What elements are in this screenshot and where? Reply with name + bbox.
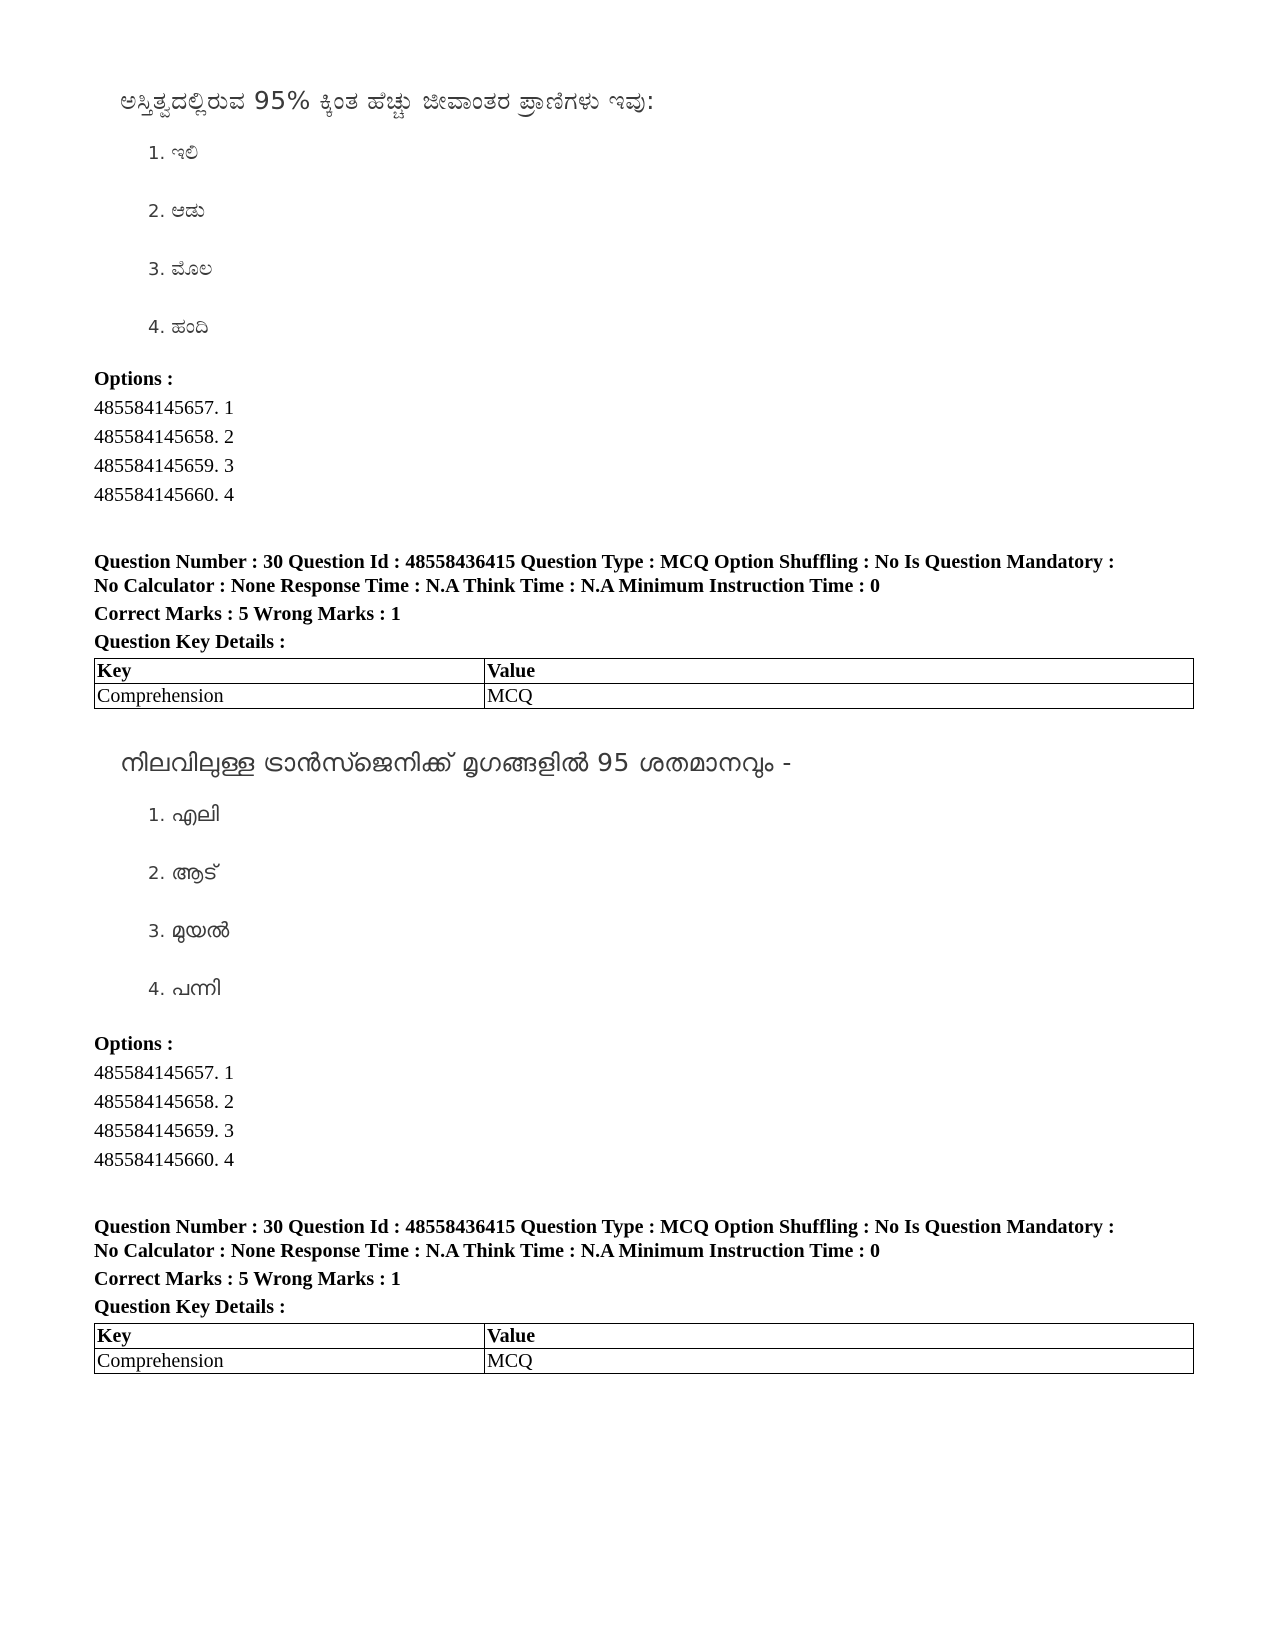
table-header-key: Key (95, 1324, 485, 1349)
option-number: 2. (148, 863, 166, 884)
key-details-label: Question Key Details : (94, 1296, 286, 1318)
key-details-label: Question Key Details : (94, 631, 286, 653)
table-header-value: Value (485, 659, 1194, 684)
option-number: 4. (148, 317, 166, 338)
question-image-kannada (112, 86, 872, 346)
option-number: 1. (148, 143, 166, 164)
options-list (94, 1030, 1194, 1175)
option-id-3: 485584145659. 3 (94, 1120, 234, 1142)
option-id-4: 485584145660. 4 (94, 1149, 234, 1171)
option-number: 4. (148, 979, 166, 1000)
option-text: മുയൽ (171, 918, 230, 942)
option-id-4: 485584145660. 4 (94, 484, 234, 506)
table-cell-key: Comprehension (95, 1349, 485, 1374)
marks-line: Correct Marks : 5 Wrong Marks : 1 (94, 603, 401, 625)
question-meta (94, 1215, 1194, 1374)
meta-line-1: Question Number : 30 Question Id : 48558436415 Question Type : MCQ Option Shuffling : No Is Question Mandatory : (94, 551, 1115, 573)
option-text: ಮೊಲ (171, 256, 213, 280)
option-id-2: 485584145658. 2 (94, 1091, 234, 1113)
table-header-value: Value (485, 1324, 1194, 1349)
options-label: Options : (94, 368, 174, 390)
meta-line-2: No Calculator : None Response Time : N.A Think Time : N.A Minimum Instruction Time : 0 (94, 575, 880, 597)
meta-line-1: Question Number : 30 Question Id : 48558436415 Question Type : MCQ Option Shuffling : No Is Question Mandatory : (94, 1216, 1115, 1238)
question-option-3 (148, 918, 229, 943)
options-list (94, 365, 1194, 510)
option-id-3: 485584145659. 3 (94, 455, 234, 477)
question-stem: ಅಸ್ತಿತ್ವದಲ್ಲಿರುವ 95% ಕ್ಕಿಂತ ಹೆಚ್ಚು ಜೀವಾಂತರ ಪ್ರಾಣಿಗಳು ಇವು: (120, 86, 656, 115)
marks-line: Correct Marks : 5 Wrong Marks : 1 (94, 1268, 401, 1290)
question-option-4 (148, 314, 209, 339)
option-id-1: 485584145657. 1 (94, 397, 234, 419)
table-cell-key: Comprehension (95, 684, 485, 709)
table-cell-value: MCQ (485, 1349, 1194, 1374)
option-number: 3. (148, 921, 166, 942)
options-label: Options : (94, 1033, 174, 1055)
question-option-2 (148, 860, 217, 885)
option-text: ಹಂದಿ (171, 314, 209, 338)
option-number: 2. (148, 201, 166, 222)
option-text: എലി (171, 802, 219, 826)
option-text: പന്നി (171, 976, 221, 1000)
question-option-2 (148, 198, 205, 223)
option-number: 1. (148, 805, 166, 826)
question-image-malayalam (112, 748, 872, 1008)
option-text: ആട് (171, 860, 218, 884)
option-id-1: 485584145657. 1 (94, 1062, 234, 1084)
table-header-key: Key (95, 659, 485, 684)
table-header-row (95, 659, 1194, 684)
meta-line-2: No Calculator : None Response Time : N.A Think Time : N.A Minimum Instruction Time : 0 (94, 1240, 880, 1262)
option-id-2: 485584145658. 2 (94, 426, 234, 448)
option-text: ಇಲಿ (171, 140, 199, 164)
question-option-3 (148, 256, 213, 281)
option-number: 3. (148, 259, 166, 280)
question-meta (94, 550, 1194, 709)
option-text: ಆಡು (171, 198, 206, 222)
table-row (95, 1349, 1194, 1374)
table-cell-value: MCQ (485, 684, 1194, 709)
key-details-table (94, 1323, 1194, 1374)
key-details-table (94, 658, 1194, 709)
table-header-row (95, 1324, 1194, 1349)
question-stem: നിലവിലുള്ള ട്രാൻസ്ജെനിക്ക് മൃഗങ്ങളിൽ 95 ശതമാനവും - (120, 748, 792, 777)
question-option-1 (148, 140, 198, 165)
question-option-4 (148, 976, 220, 1001)
question-option-1 (148, 802, 219, 827)
table-row (95, 684, 1194, 709)
